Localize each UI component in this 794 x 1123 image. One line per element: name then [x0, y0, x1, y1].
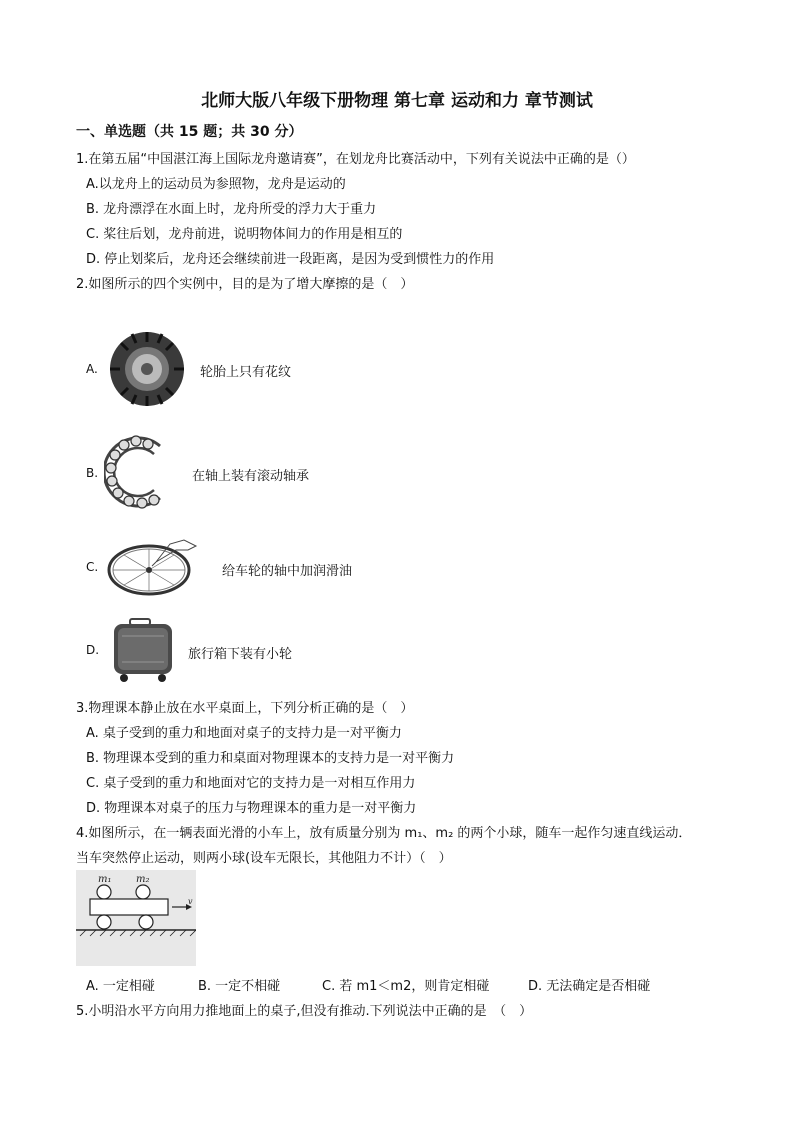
section-heading: 一、单选题（共 15 题；共 30 分）	[76, 124, 303, 140]
q2-option-d-letter: D.	[86, 643, 100, 657]
q4-option-a: A. 一定相碰	[86, 979, 155, 994]
q4-option-d: D. 无法确定是否相碰	[528, 979, 651, 994]
question-4-stem-line2: 当车突然停止运动，则两小球(设车无限长，其他阻力不计）（ ）	[76, 851, 452, 866]
q2-option-a-caption: 轮胎上只有花纹	[200, 365, 292, 380]
question-3-stem: 3.物理课本静止放在水平桌面上，下列分析正确的是（ ）	[76, 701, 414, 716]
q3-option-c: C. 桌子受到的重力和地面对它的支持力是一对相互作用力	[86, 776, 416, 791]
q4-option-b: B. 一定不相碰	[198, 979, 281, 994]
q2-option-c-letter: C.	[86, 560, 99, 574]
bicycle-wheel-icon	[104, 536, 198, 598]
q1-option-c: C. 桨往后划，龙舟前进，说明物体间力的作用是相互的	[86, 227, 403, 242]
q4-option-c: C. 若 m1＜m2，则肯定相碰	[322, 979, 490, 994]
ball-bearing-icon	[104, 430, 168, 514]
q2-option-c-caption: 给车轮的轴中加润滑油	[222, 564, 353, 579]
q3-option-a: A. 桌子受到的重力和地面对桌子的支持力是一对平衡力	[86, 726, 402, 741]
q2-option-b-letter: B.	[86, 466, 99, 480]
question-4-stem-line1: 4.如图所示，在一辆表面光滑的小车上，放有质量分别为 m₁、m₂ 的两个小球，随车一起作匀速直线运动．	[76, 826, 692, 841]
m2-label: m₂	[136, 874, 150, 885]
q2-option-b-caption: 在轴上装有滚动轴承	[192, 469, 310, 484]
q2-option-a-letter: A.	[86, 362, 98, 376]
question-1-stem: 1.在第五届“中国湛江海上国际龙舟邀请赛”，在划龙舟比赛活动中，下列有关说法中正确的是（）	[76, 152, 635, 167]
q1-option-d: D. 停止划桨后，龙舟还会继续前进一段距离，是因为受到惯性力的作用	[86, 252, 495, 267]
tire-icon	[108, 330, 186, 408]
q2-option-d-caption: 旅行箱下装有小轮	[188, 647, 293, 662]
cart-figure	[76, 870, 196, 966]
q1-option-b: B. 龙舟漂浮在水面上时，龙舟所受的浮力大于重力	[86, 202, 377, 217]
question-5-stem: 5.小明沿水平方向用力推地面上的桌子,但没有推动.下列说法中正确的是 （ ）	[76, 1004, 533, 1019]
page-title: 北师大版八年级下册物理 第七章 运动和力 章节测试	[201, 91, 593, 111]
suitcase-icon	[108, 616, 178, 684]
q3-option-b: B. 物理课本受到的重力和桌面对物理课本的支持力是一对平衡力	[86, 751, 455, 766]
v-label: v	[188, 897, 193, 906]
m1-label: m₁	[98, 874, 112, 885]
q1-option-a: A.以龙舟上的运动员为参照物，龙舟是运动的	[86, 177, 346, 192]
q3-option-d: D. 物理课本对桌子的压力与物理课本的重力是一对平衡力	[86, 801, 417, 816]
question-2-stem: 2.如图所示的四个实例中，目的是为了增大摩擦的是（ ）	[76, 277, 414, 292]
